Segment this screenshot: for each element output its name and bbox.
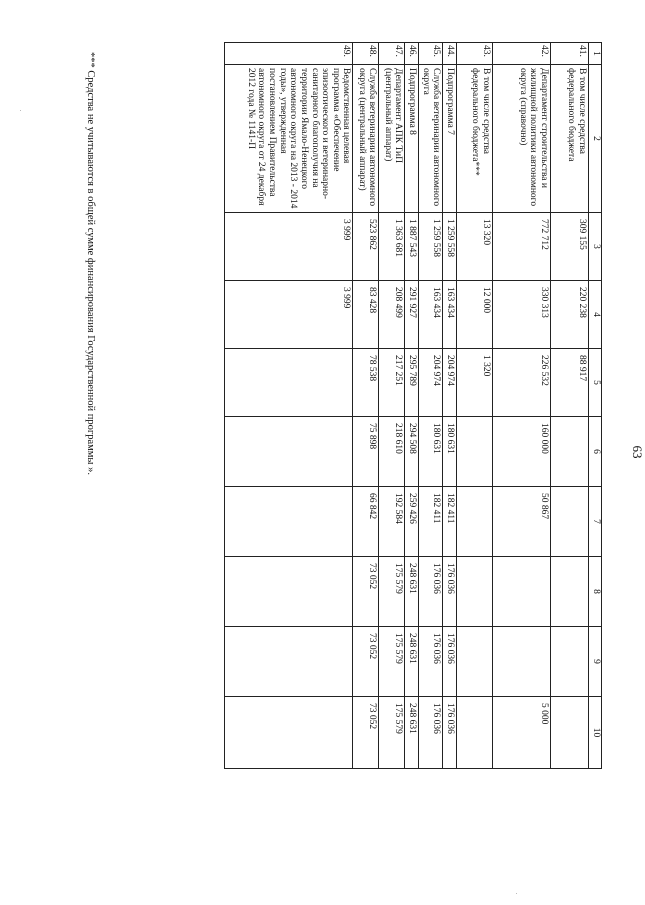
cell-value: 78 538: [353, 349, 379, 417]
cell-value: [551, 697, 589, 769]
cell-value: 1 259 558: [419, 213, 443, 281]
cell-value: 1 363 681: [379, 213, 405, 281]
table-row: [551, 43, 589, 769]
cell-value: 176 036: [419, 627, 443, 697]
cell-value: 204 974: [443, 349, 457, 417]
cell-value: [225, 627, 353, 697]
table-row: [225, 43, 353, 769]
scan-speck: [516, 893, 517, 894]
cell-value: 176 036: [443, 557, 457, 627]
cell-value: 226 532: [493, 349, 551, 417]
cell-value: 220 238: [551, 281, 589, 349]
cell-value: 176 036: [419, 697, 443, 769]
cell-value: [225, 417, 353, 487]
row-name: В том числе средства федерального бюджета: [551, 65, 589, 213]
cell-value: 180 631: [419, 417, 443, 487]
cell-value: 218 610: [379, 417, 405, 487]
cell-value: 175 579: [379, 557, 405, 627]
cell-value: 160 000: [493, 417, 551, 487]
cell-value: 248 631: [405, 557, 419, 627]
cell-value: [225, 349, 353, 417]
cell-value: 309 155: [551, 213, 589, 281]
row-name: Департамент строительства и жилищной политики автономного округа (справочно): [493, 65, 551, 213]
cell-value: [457, 557, 493, 627]
cell-value: [457, 417, 493, 487]
cell-value: 217 251: [379, 349, 405, 417]
row-number: 47.: [379, 43, 405, 65]
cell-value: [457, 487, 493, 557]
cell-value: [225, 487, 353, 557]
cell-value: 73 052: [353, 697, 379, 769]
table-row: [379, 43, 405, 769]
table-row: [493, 43, 551, 769]
row-number: 49.: [225, 43, 353, 65]
cell-value: 259 426: [405, 487, 419, 557]
cell-value: 1 887 543: [405, 213, 419, 281]
row-name: Ведомственная целевая программа «Обеспечение эпизоотического и ветеринарно-санитарного благополучия на территории Ямало-Ненецкого автономного округа на 2013 - 2014 годы», утвержденная постановлением Правительства автономного округа от 24 декабря 2012 года № 1141-П: [225, 65, 353, 213]
header-cell: 5: [589, 349, 602, 417]
table-row: [457, 43, 493, 769]
row-number: 41.: [551, 43, 589, 65]
header-cell: 1: [589, 43, 602, 65]
cell-value: 192 584: [379, 487, 405, 557]
table-header-row: [589, 43, 602, 769]
cell-value: 3 999: [225, 281, 353, 349]
cell-value: [551, 557, 589, 627]
cell-value: 175 579: [379, 697, 405, 769]
cell-value: 1 320: [457, 349, 493, 417]
cell-value: 182 411: [443, 487, 457, 557]
row-name: Подпрограмма 8: [405, 65, 419, 213]
row-name: Служба ветеринарии автономного округа: [419, 65, 443, 213]
table-row: [353, 43, 379, 769]
cell-value: 330 313: [493, 281, 551, 349]
cell-value: 248 631: [405, 627, 419, 697]
cell-value: 1 259 558: [443, 213, 457, 281]
cell-value: 291 927: [405, 281, 419, 349]
cell-value: 73 052: [353, 627, 379, 697]
cell-value: 294 508: [405, 417, 419, 487]
cell-value: 163 434: [443, 281, 457, 349]
cell-value: 75 898: [353, 417, 379, 487]
row-number: 45.: [419, 43, 443, 65]
cell-value: 248 631: [405, 697, 419, 769]
cell-value: [457, 697, 493, 769]
row-name: Департамент АПК ТиП (центральный аппарат): [379, 65, 405, 213]
cell-value: 208 499: [379, 281, 405, 349]
row-number: 43.: [457, 43, 493, 65]
cell-value: [551, 487, 589, 557]
row-number: 48.: [353, 43, 379, 65]
cell-value: 176 036: [443, 627, 457, 697]
cell-value: 175 579: [379, 627, 405, 697]
row-number: 44.: [443, 43, 457, 65]
scan-speck: [20, 110, 21, 111]
header-cell: 3: [589, 213, 602, 281]
cell-value: 163 434: [419, 281, 443, 349]
rotated-content: [84, 42, 602, 862]
cell-value: 295 789: [405, 349, 419, 417]
cell-value: [225, 697, 353, 769]
financing-table: [225, 42, 603, 769]
header-cell: 8: [589, 557, 602, 627]
cell-value: 772 712: [493, 213, 551, 281]
cell-value: 3 999: [225, 213, 353, 281]
cell-value: [493, 557, 551, 627]
cell-value: 73 052: [353, 557, 379, 627]
row-name: Служба ветеринарии автономного округа (центральный аппарат): [353, 65, 379, 213]
header-cell: 7: [589, 487, 602, 557]
cell-value: 523 862: [353, 213, 379, 281]
cell-value: 204 974: [419, 349, 443, 417]
page-number: 63: [630, 445, 645, 459]
row-number: 46.: [405, 43, 419, 65]
cell-value: 66 842: [353, 487, 379, 557]
cell-value: 176 036: [419, 557, 443, 627]
table-row: [405, 43, 419, 769]
row-name: В том числе средства федерального бюджета***: [457, 65, 493, 213]
row-name: Подпрограмма 7: [443, 65, 457, 213]
cell-value: 13 320: [457, 213, 493, 281]
cell-value: 88 917: [551, 349, 589, 417]
cell-value: 176 036: [443, 697, 457, 769]
header-cell: 6: [589, 417, 602, 487]
table-row: [443, 43, 457, 769]
cell-value: 182 411: [419, 487, 443, 557]
cell-value: 5 000: [493, 697, 551, 769]
header-cell: 9: [589, 627, 602, 697]
cell-value: [551, 417, 589, 487]
cell-value: 180 631: [443, 417, 457, 487]
cell-value: [225, 557, 353, 627]
row-number: 42.: [493, 43, 551, 65]
footnote: *** Средства не учитываются в общей сумме финансирования Государственной программы ».: [85, 52, 96, 475]
header-cell: 4: [589, 281, 602, 349]
cell-value: [551, 627, 589, 697]
header-cell: 2: [589, 65, 602, 213]
cell-value: [457, 627, 493, 697]
cell-value: 83 428: [353, 281, 379, 349]
cell-value: 12 000: [457, 281, 493, 349]
header-cell: 10: [589, 697, 602, 769]
cell-value: [493, 627, 551, 697]
table-row: [419, 43, 443, 769]
cell-value: 50 867: [493, 487, 551, 557]
